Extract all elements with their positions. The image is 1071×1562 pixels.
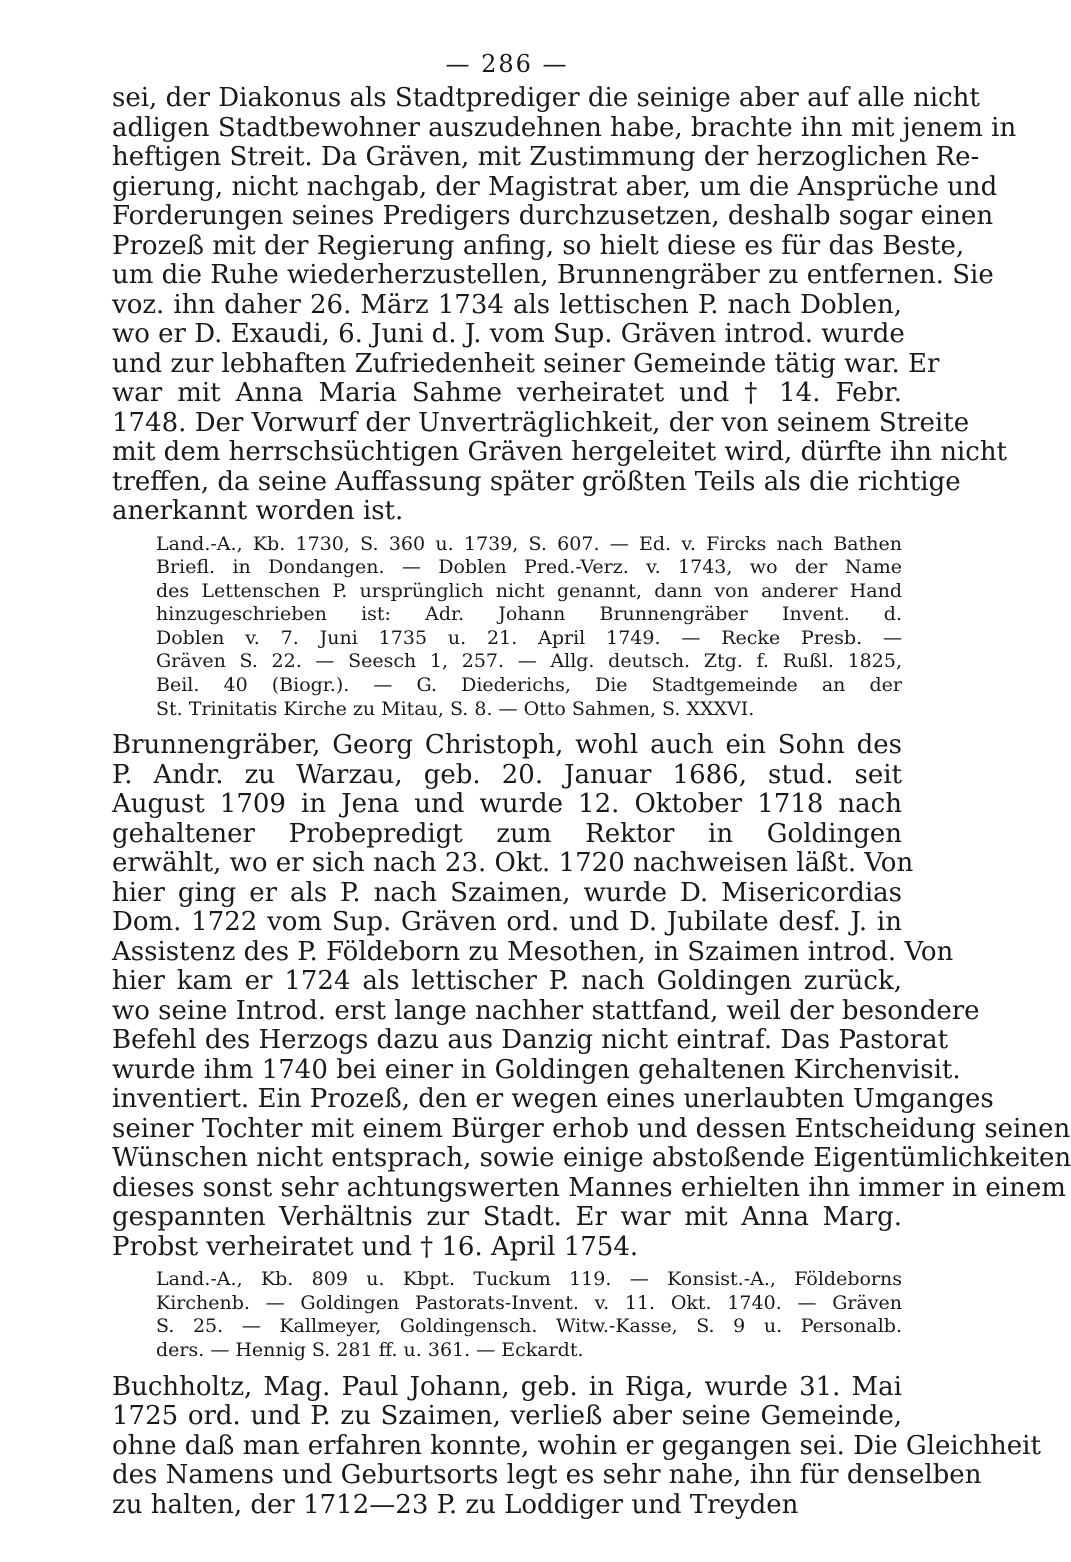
footnote-line: Land.-A., Kb. 1730, S. 360 u. 1739, S. 607. — Ed. v. Fircks nach Bathen: [156, 532, 902, 555]
page-number: — 286 —: [445, 50, 569, 78]
footnote-line: ders. — Hennig S. 281 ff. u. 361. — Eckardt.: [156, 1339, 584, 1362]
text-line: erwählt, wo er sich nach 23. Okt. 1720 nachweisen läßt. Von: [112, 848, 914, 879]
footnote-line: Kirchenb. — Goldingen Pastorats-Invent. v. 11. Okt. 1740. — Gräven: [156, 1291, 902, 1314]
text-line: 1748. Der Vorwurf der Unverträglichkeit, der von seinem Streite: [112, 407, 970, 438]
text-line: wo er D. Exaudi, 6. Juni d. J. vom Sup. Gräven introd. wurde: [112, 319, 905, 349]
text-line: gehaltener Probepredigt zum Rektor in Goldingen: [112, 818, 902, 849]
text-line: Assistenz des P. Földeborn zu Mesothen, in Szaimen introd. Von: [112, 936, 954, 967]
text-line: anerkannt worden ist.: [112, 496, 404, 526]
text-line: treffen, da seine Auffassung später größten Teils als die richtige: [112, 466, 961, 497]
text-line: August 1709 in Jena und wurde 12. Oktober 1718 nach: [112, 789, 902, 820]
text-line: voz. ihn daher 26. März 1734 als lettischen P. nach Doblen,: [112, 289, 902, 320]
paragraph: [112, 1371, 1041, 1521]
text-line: P. Andr. zu Warzau, geb. 20. Januar 1686, stud. seit: [112, 759, 902, 790]
text-line: seiner Tochter mit einem Bürger erhob und dessen Entscheidung seinen: [112, 1113, 1071, 1144]
text-line: des Namens und Geburtsorts legt es sehr nahe, ihn für denselben: [112, 1460, 982, 1491]
text-line: zu halten, der 1712—23 P. zu Loddiger und Treyden: [112, 1489, 799, 1520]
text-line: hier kam er 1724 als lettischer P. nach Goldingen zurück,: [112, 966, 902, 997]
text-line: ohne daß man erfahren konnte, wohin er gegangen sei. Die Gleichheit: [112, 1430, 1041, 1461]
footnote-line: Doblen v. 7. Juni 1735 u. 21. April 1749. — Recke Presb. —: [156, 626, 902, 649]
text-line: hier ging er als P. nach Szaimen, wurde D. Misericordias: [112, 877, 902, 908]
text-line: war mit Anna Maria Sahme verheiratet und † 14. Febr.: [112, 378, 902, 408]
text-line: Dom. 1722 vom Sup. Gräven ord. und D. Jubilate desf. J. in: [112, 907, 902, 938]
text-line: dieses sonst sehr achtungswerten Mannes erhielten ihn immer in einem: [112, 1172, 1066, 1203]
text-line: 1725 ord. und P. zu Szaimen, verließ aber seine Gemeinde,: [112, 1401, 902, 1432]
text-line: Forderungen seines Predigers durchzusetzen, deshalb sogar einen: [112, 201, 994, 231]
footnote-line: Beil. 40 (Biogr.). — G. Diederichs, Die Stadtgemeinde an der: [156, 674, 902, 697]
text-line: Befehl des Herzogs dazu aus Danzig nicht eintraf. Das Pastorat: [112, 1025, 949, 1056]
text-line: Buchholtz, Mag. Paul Johann, geb. in Riga, wurde 31. Mai: [112, 1371, 902, 1402]
footnote-line: St. Trinitatis Kirche zu Mitau, S. 8. — Otto Sahmen, S. XXXVI.: [156, 697, 755, 720]
text-line: Prozeß mit der Regierung anfing, so hielt diese es für das Beste,: [112, 230, 965, 261]
text-line: mit dem herrschsüchtigen Gräven hergeleitet wird, dürfte ihn nicht: [112, 437, 1008, 467]
footnote-line: Land.-A., Kb. 809 u. Kbpt. Tuckum 119. — Konsist.-A., Földeborns: [156, 1268, 902, 1291]
text-line: Probst verheiratet und † 16. April 1754.: [112, 1231, 639, 1262]
text-line: heftigen Streit. Da Gräven, mit Zustimmung der herzoglichen Re-: [112, 142, 980, 172]
paragraph: [112, 83, 1017, 527]
text-line: wurde ihm 1740 bei einer in Goldingen gehaltenen Kirchenvisit.: [112, 1054, 961, 1085]
text-line: gierung, nicht nachgab, der Magistrat aber, um die Ansprüche und: [112, 171, 998, 202]
footnote-block: [112, 533, 902, 722]
page: [112, 50, 1071, 1520]
page-text: [112, 83, 1071, 1520]
footnote-line: des Lettenschen P. ursprünglich nicht genannt, dann von anderer Hand: [156, 579, 902, 602]
text-line: um die Ruhe wiederherzustellen, Brunnengräber zu entfernen. Sie: [112, 260, 994, 290]
text-line: adligen Stadtbewohner auszudehnen habe, brachte ihn mit jenem in: [112, 112, 1017, 143]
text-line: Wünschen nicht entsprach, sowie einige abstoßende Eigentümlichkeiten: [112, 1143, 1071, 1174]
footnote-block: [112, 1268, 902, 1362]
text-line: wo seine Introd. erst lange nachher stattfand, weil der besondere: [112, 995, 980, 1026]
footnote-line: S. 25. — Kallmeyer, Goldingensch. Witw.-Kasse, S. 9 u. Personalb.: [156, 1315, 902, 1338]
footnote-line: hinzugeschrieben ist: Adr. Johann Brunnengräber Invent. d.: [156, 603, 902, 626]
paragraph: [112, 730, 1071, 1262]
footnote-line: Gräven S. 22. — Seesch 1, 257. — Allg. deutsch. Ztg. f. Rußl. 1825,: [156, 650, 902, 673]
footnote-line: Briefl. in Dondangen. — Doblen Pred.-Verz. v. 1743, wo der Name: [156, 556, 902, 579]
text-line: sei, der Diakonus als Stadtprediger die seinige aber auf alle nicht: [112, 83, 980, 113]
text-line: Brunnengräber, Georg Christoph, wohl auch ein Sohn des: [112, 730, 902, 761]
text-line: gespannten Verhältnis zur Stadt. Er war mit Anna Marg.: [112, 1202, 902, 1233]
text-line: inventiert. Ein Prozeß, den er wegen eines unerlaubten Umganges: [112, 1084, 994, 1115]
text-line: und zur lebhaften Zufriedenheit seiner Gemeinde tätig war. Er: [112, 348, 940, 379]
